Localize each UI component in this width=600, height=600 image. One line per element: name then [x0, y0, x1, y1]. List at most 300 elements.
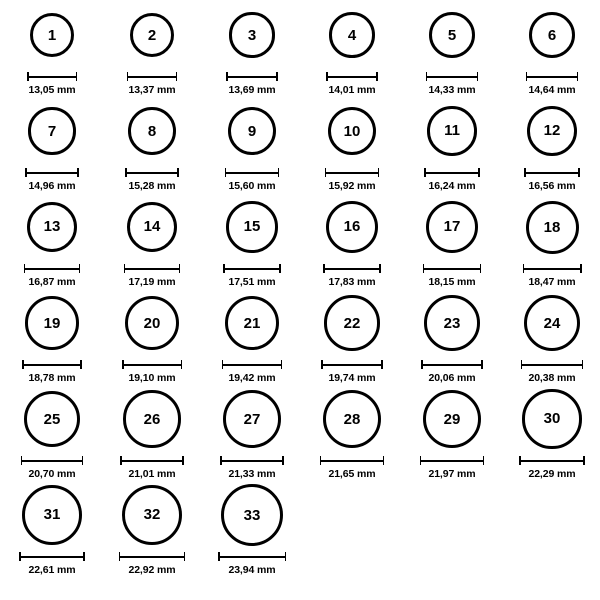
ring-size-number: 17 — [443, 218, 461, 236]
measure-tick-right — [580, 264, 582, 273]
measure-tick-right — [577, 72, 579, 81]
diameter-measure-line — [421, 360, 483, 369]
ring-circle-wrap — [324, 288, 379, 358]
measure-tick-left — [19, 552, 21, 561]
ring-circle — [223, 390, 281, 448]
ring-size-row — [0, 192, 600, 288]
measure-tick-right — [76, 72, 78, 81]
measure-tick-right — [77, 168, 79, 177]
ring-circle-wrap — [223, 384, 281, 454]
diameter-label: 17,51 mm — [228, 276, 276, 288]
ring-size-number: 30 — [543, 410, 561, 428]
ring-size-number: 25 — [43, 410, 61, 428]
diameter-label: 20,06 mm — [428, 372, 476, 384]
ring-size-cell — [504, 0, 600, 96]
measure-tick-right — [376, 72, 378, 81]
ring-size-cell — [504, 96, 600, 192]
ring-size-cell — [304, 288, 400, 384]
diameter-label: 13,05 mm — [28, 84, 76, 96]
ring-size-cell — [304, 96, 400, 192]
ring-circle-wrap — [25, 288, 79, 358]
measure-tick-right — [483, 456, 485, 465]
measure-tick-right — [383, 456, 385, 465]
measure-bar — [421, 364, 483, 366]
diameter-label: 16,87 mm — [28, 276, 76, 288]
ring-size-cell — [204, 0, 300, 96]
ring-circle — [429, 12, 475, 58]
diameter-label: 16,56 mm — [528, 180, 576, 192]
diameter-label: 13,69 mm — [228, 84, 276, 96]
ring-size-row — [0, 480, 600, 576]
ring-circle — [424, 295, 480, 351]
ring-circle-wrap — [529, 0, 576, 70]
diameter-label: 15,92 mm — [328, 180, 376, 192]
diameter-measure-line — [124, 264, 181, 273]
ring-size-cell — [304, 0, 400, 96]
ring-circle — [522, 389, 581, 448]
ring-circle-wrap — [127, 192, 178, 262]
ring-circle-wrap — [125, 288, 179, 358]
measure-bar — [19, 556, 85, 558]
ring-circle — [127, 202, 178, 253]
ring-circle — [228, 107, 276, 155]
diameter-measure-line — [423, 264, 481, 273]
ring-size-cell — [104, 288, 200, 384]
diameter-label: 19,74 mm — [328, 372, 376, 384]
ring-size-cell — [504, 384, 600, 480]
measure-tick-left — [27, 72, 29, 81]
ring-size-number: 12 — [543, 122, 561, 140]
diameter-measure-line — [424, 168, 479, 177]
diameter-label: 21,33 mm — [228, 468, 276, 480]
ring-size-number: 26 — [143, 410, 161, 428]
measure-tick-right — [478, 168, 480, 177]
diameter-measure-line — [323, 264, 381, 273]
ring-size-number: 15 — [243, 218, 261, 236]
ring-size-number: 27 — [243, 410, 261, 428]
ring-circle-wrap — [527, 96, 577, 166]
ring-circle — [28, 107, 75, 154]
ring-size-row — [0, 384, 600, 480]
ring-size-cell — [4, 96, 100, 192]
diameter-measure-line — [519, 456, 584, 465]
measure-bar — [27, 76, 77, 78]
measure-tick-right — [583, 456, 585, 465]
ring-size-cell — [204, 480, 300, 576]
ring-size-cell — [504, 192, 600, 288]
measure-tick-right — [179, 264, 181, 273]
measure-tick-right — [181, 360, 183, 369]
ring-circle — [30, 13, 74, 57]
ring-circle — [125, 296, 179, 350]
diameter-measure-line — [223, 264, 280, 273]
ring-circle — [123, 390, 180, 447]
ring-size-number: 16 — [343, 218, 361, 236]
ring-circle-wrap — [424, 288, 480, 358]
measure-bar — [24, 268, 80, 270]
measure-tick-left — [220, 456, 222, 465]
measure-bar — [124, 268, 181, 270]
ring-size-cell — [104, 192, 200, 288]
measure-bar — [321, 364, 382, 366]
measure-tick-right — [177, 168, 179, 177]
diameter-label: 21,97 mm — [428, 468, 476, 480]
ring-circle — [524, 295, 580, 351]
ring-size-cell — [204, 192, 300, 288]
measure-tick-left — [321, 360, 323, 369]
measure-bar — [326, 76, 378, 78]
diameter-measure-line — [27, 72, 77, 81]
ring-circle — [229, 12, 274, 57]
diameter-label: 19,42 mm — [228, 372, 276, 384]
diameter-measure-line — [420, 456, 485, 465]
ring-size-number: 29 — [443, 410, 461, 428]
ring-circle — [122, 485, 182, 545]
diameter-label: 21,01 mm — [128, 468, 176, 480]
ring-size-number: 14 — [143, 218, 161, 236]
ring-circle-wrap — [22, 480, 82, 550]
measure-tick-right — [80, 360, 82, 369]
ring-size-cell — [204, 96, 300, 192]
ring-circle-wrap — [329, 0, 375, 70]
measure-bar — [21, 460, 84, 462]
diameter-measure-line — [125, 168, 179, 177]
diameter-label: 22,92 mm — [128, 564, 176, 576]
ring-size-cell — [104, 96, 200, 192]
measure-tick-left — [125, 168, 127, 177]
diameter-measure-line — [19, 552, 85, 561]
measure-bar — [323, 268, 381, 270]
measure-bar — [122, 364, 182, 366]
ring-size-number: 19 — [43, 314, 61, 332]
ring-circle-wrap — [28, 96, 75, 166]
ring-size-cell — [504, 288, 600, 384]
ring-size-number: 13 — [43, 218, 61, 236]
ring-size-number: 2 — [147, 26, 157, 44]
diameter-label: 20,38 mm — [528, 372, 576, 384]
measure-tick-left — [423, 264, 425, 273]
ring-size-number: 31 — [43, 506, 61, 524]
diameter-measure-line — [218, 552, 286, 561]
ring-size-cell — [204, 288, 300, 384]
measure-tick-left — [421, 360, 423, 369]
measure-bar — [226, 76, 277, 78]
ring-circle — [423, 390, 482, 449]
measure-bar — [320, 460, 384, 462]
ring-circle — [24, 391, 81, 448]
ring-size-number: 1 — [47, 26, 57, 44]
diameter-measure-line — [25, 168, 78, 177]
ring-circle-wrap — [423, 384, 482, 454]
diameter-label: 21,65 mm — [328, 468, 376, 480]
measure-tick-left — [218, 552, 220, 561]
ring-circle — [323, 390, 381, 448]
diameter-label: 17,19 mm — [128, 276, 176, 288]
ring-size-row — [0, 288, 600, 384]
measure-tick-left — [21, 456, 23, 465]
ring-circle-wrap — [130, 0, 175, 70]
measure-tick-left — [524, 168, 526, 177]
diameter-measure-line — [22, 360, 82, 369]
diameter-measure-line — [426, 72, 478, 81]
measure-bar — [521, 364, 583, 366]
measure-tick-right — [279, 264, 281, 273]
diameter-measure-line — [24, 264, 80, 273]
ring-size-cell — [404, 96, 500, 192]
measure-bar — [526, 76, 579, 78]
ring-circle-wrap — [221, 480, 283, 550]
diameter-measure-line — [523, 264, 582, 273]
diameter-label: 18,47 mm — [528, 276, 576, 288]
ring-circle — [25, 296, 79, 350]
ring-size-cell — [104, 0, 200, 96]
measure-tick-left — [420, 456, 422, 465]
ring-circle — [426, 201, 478, 253]
measure-bar — [223, 268, 280, 270]
diameter-label: 13,37 mm — [128, 84, 176, 96]
ring-circle-wrap — [123, 384, 180, 454]
ring-circle-wrap — [30, 0, 74, 70]
measure-bar — [222, 364, 283, 366]
ring-circle-wrap — [225, 288, 280, 358]
measure-bar — [25, 172, 78, 174]
diameter-label: 22,61 mm — [28, 564, 76, 576]
measure-tick-left — [523, 264, 525, 273]
measure-tick-right — [83, 552, 85, 561]
diameter-measure-line — [526, 72, 579, 81]
ring-size-number: 4 — [347, 26, 357, 44]
ring-circle-wrap — [526, 192, 579, 262]
measure-tick-left — [320, 456, 322, 465]
measure-tick-left — [122, 360, 124, 369]
measure-tick-right — [381, 360, 383, 369]
ring-circle — [326, 201, 378, 253]
ring-circle — [225, 296, 280, 351]
ring-size-cell — [404, 288, 500, 384]
ring-size-cell — [204, 384, 300, 480]
ring-circle — [22, 485, 82, 545]
ring-size-number: 22 — [343, 314, 361, 332]
measure-bar — [119, 556, 185, 558]
diameter-measure-line — [320, 456, 384, 465]
measure-tick-left — [120, 456, 122, 465]
ring-size-number: 32 — [143, 506, 161, 524]
ring-circle — [221, 484, 283, 546]
diameter-label: 18,15 mm — [428, 276, 476, 288]
ring-size-number: 3 — [247, 26, 257, 44]
ring-size-cell — [104, 480, 200, 576]
ring-size-number: 18 — [543, 218, 561, 236]
measure-tick-right — [281, 360, 283, 369]
measure-tick-left — [225, 168, 227, 177]
diameter-label: 15,28 mm — [128, 180, 176, 192]
ring-circle-wrap — [122, 480, 182, 550]
measure-tick-right — [378, 168, 380, 177]
measure-bar — [523, 268, 582, 270]
ring-circle — [130, 13, 175, 58]
diameter-measure-line — [120, 456, 183, 465]
ring-circle — [329, 12, 375, 58]
ring-circle-wrap — [226, 192, 277, 262]
ring-circle-wrap — [522, 384, 581, 454]
ring-size-cell — [4, 192, 100, 288]
ring-circle — [226, 201, 277, 252]
ring-circle-wrap — [228, 96, 276, 166]
ring-circle-wrap — [323, 384, 381, 454]
diameter-measure-line — [524, 168, 580, 177]
measure-tick-left — [325, 168, 327, 177]
measure-bar — [218, 556, 286, 558]
diameter-measure-line — [127, 72, 178, 81]
ring-size-number: 10 — [343, 122, 361, 140]
ring-size-cell — [404, 0, 500, 96]
ring-circle-wrap — [128, 96, 176, 166]
measure-bar — [22, 364, 82, 366]
measure-tick-right — [379, 264, 381, 273]
measure-bar — [524, 172, 580, 174]
ring-circle-wrap — [429, 0, 475, 70]
ring-size-cell — [4, 384, 100, 480]
ring-circle-wrap — [427, 96, 476, 166]
ring-circle — [529, 12, 576, 59]
ring-size-cell — [4, 0, 100, 96]
diameter-measure-line — [119, 552, 185, 561]
measure-tick-right — [282, 456, 284, 465]
diameter-label: 14,64 mm — [528, 84, 576, 96]
measure-tick-left — [424, 168, 426, 177]
measure-tick-left — [226, 72, 228, 81]
diameter-label: 20,70 mm — [28, 468, 76, 480]
measure-tick-right — [578, 168, 580, 177]
ring-circle — [427, 106, 476, 155]
measure-bar — [225, 172, 279, 174]
ring-size-number: 23 — [443, 314, 461, 332]
measure-bar — [519, 460, 584, 462]
measure-tick-right — [82, 456, 84, 465]
measure-tick-left — [519, 456, 521, 465]
diameter-measure-line — [21, 456, 84, 465]
measure-tick-left — [119, 552, 121, 561]
ring-size-number: 20 — [143, 314, 161, 332]
measure-bar — [125, 172, 179, 174]
measure-tick-left — [22, 360, 24, 369]
diameter-label: 15,60 mm — [228, 180, 276, 192]
ring-circle — [527, 106, 577, 156]
measure-bar — [325, 172, 380, 174]
diameter-label: 17,83 mm — [328, 276, 376, 288]
diameter-measure-line — [122, 360, 182, 369]
measure-tick-left — [25, 168, 27, 177]
ring-size-row — [0, 96, 600, 192]
measure-tick-right — [184, 552, 186, 561]
measure-tick-left — [526, 72, 528, 81]
diameter-label: 22,29 mm — [528, 468, 576, 480]
measure-tick-right — [477, 72, 479, 81]
ring-size-cell — [4, 288, 100, 384]
measure-bar — [420, 460, 485, 462]
ring-size-cell — [404, 192, 500, 288]
ring-size-number: 33 — [243, 506, 261, 524]
ring-size-number: 28 — [343, 410, 361, 428]
measure-tick-left — [326, 72, 328, 81]
measure-tick-right — [278, 168, 280, 177]
diameter-measure-line — [325, 168, 380, 177]
measure-tick-left — [521, 360, 523, 369]
diameter-measure-line — [521, 360, 583, 369]
diameter-measure-line — [222, 360, 283, 369]
ring-size-cell — [4, 480, 100, 576]
ring-circle-wrap — [326, 192, 378, 262]
ring-circle — [324, 295, 379, 350]
ring-size-row — [0, 0, 600, 96]
measure-tick-right — [79, 264, 81, 273]
ring-size-number: 8 — [147, 122, 157, 140]
diameter-measure-line — [321, 360, 382, 369]
measure-tick-right — [481, 360, 483, 369]
measure-tick-right — [582, 360, 584, 369]
diameter-measure-line — [220, 456, 284, 465]
ring-size-number: 7 — [47, 122, 57, 140]
measure-tick-left — [127, 72, 129, 81]
ring-size-number: 21 — [243, 314, 261, 332]
measure-tick-right — [276, 72, 278, 81]
diameter-label: 16,24 mm — [428, 180, 476, 192]
measure-bar — [220, 460, 284, 462]
measure-tick-left — [323, 264, 325, 273]
diameter-label: 14,33 mm — [428, 84, 476, 96]
diameter-label: 18,78 mm — [28, 372, 76, 384]
ring-size-cell — [304, 384, 400, 480]
ring-size-number: 6 — [547, 26, 557, 44]
diameter-measure-line — [326, 72, 378, 81]
measure-tick-right — [176, 72, 178, 81]
measure-tick-left — [222, 360, 224, 369]
diameter-label: 14,96 mm — [28, 180, 76, 192]
ring-circle — [27, 202, 77, 252]
ring-circle-wrap — [328, 96, 377, 166]
ring-circle-wrap — [27, 192, 77, 262]
ring-circle — [328, 107, 377, 156]
diameter-measure-line — [226, 72, 277, 81]
ring-circle-wrap — [24, 384, 81, 454]
measure-tick-left — [124, 264, 126, 273]
measure-bar — [424, 172, 479, 174]
ring-circle-wrap — [426, 192, 478, 262]
ring-circle — [128, 107, 176, 155]
diameter-measure-line — [225, 168, 279, 177]
measure-tick-left — [426, 72, 428, 81]
ring-circle-wrap — [229, 0, 274, 70]
measure-tick-left — [24, 264, 26, 273]
ring-size-cell — [304, 192, 400, 288]
diameter-label: 14,01 mm — [328, 84, 376, 96]
measure-bar — [426, 76, 478, 78]
ring-size-number: 9 — [247, 122, 257, 140]
measure-tick-right — [480, 264, 482, 273]
measure-bar — [120, 460, 183, 462]
ring-circle — [526, 201, 579, 254]
measure-bar — [423, 268, 481, 270]
measure-tick-right — [285, 552, 287, 561]
diameter-label: 19,10 mm — [128, 372, 176, 384]
ring-size-number: 11 — [444, 122, 460, 140]
diameter-label: 23,94 mm — [228, 564, 276, 576]
ring-size-number: 5 — [447, 26, 457, 44]
measure-bar — [127, 76, 178, 78]
ring-size-cell — [104, 384, 200, 480]
measure-tick-left — [223, 264, 225, 273]
ring-circle-wrap — [524, 288, 580, 358]
